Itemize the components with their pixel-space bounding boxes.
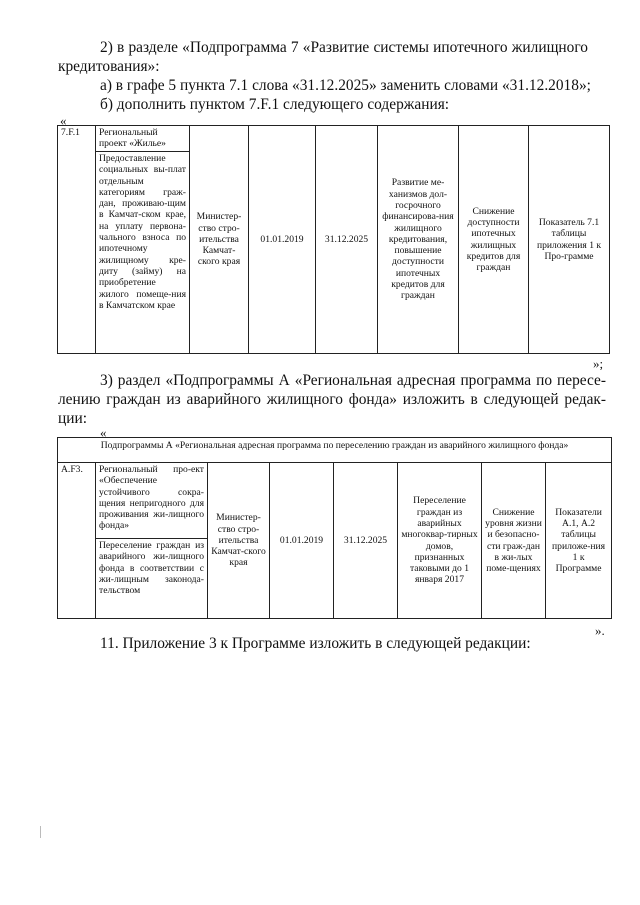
paragraph-3-line-1: 3) раздел «Подпрограммы А «Региональная адресная программа по пересе-: [100, 372, 606, 389]
paragraph-2-line-1: 2) в разделе «Подпрограмма 7 «Развитие системы ипотечного жилищного: [100, 39, 588, 56]
table-7f1-project: Региональный проект «Жилье»: [96, 126, 190, 152]
table-7f1-result: Развитие ме-ханизмов дол-госрочного финансирова-ния жилищного кредитования, повышение доступности ипотечных кредитов для граждан: [378, 126, 459, 354]
table-af3-indicator: Показатели А.1, А.2 таблицы приложе-ния 1 к Программе: [546, 463, 612, 619]
table-7f1-code: 7.F.1: [58, 126, 96, 354]
table-af3: [57, 437, 612, 619]
quote-open-1: «: [60, 113, 67, 128]
table-af3-consequence: Снижение уровня жизни и безопасно-сти граж-дан в жи-лых поме-щениях: [482, 463, 546, 619]
table-7f1-measure: Предоставление социальных вы-плат отдельным категориям граж-дан, проживаю-щим в Камчат-ском крае, на уплату первона-чального взноса по ипотечному жилищному кре-диту (займу) на приобретение жилого помеще-ния в Камчатском крае: [96, 152, 190, 354]
table-7f1-start-date: 01.01.2019: [249, 126, 316, 354]
table-af3-end-date: 31.12.2025: [334, 463, 398, 619]
table-af3-header: Подпрограммы А «Региональная адресная программа по переселению граждан из аварийного жилищного фонда»: [58, 438, 612, 463]
paragraph-2-line-2: кредитования»:: [58, 58, 160, 75]
paragraph-3-line-2: лению граждан из аварийного жилищного фонда» изложить в следующей редак-: [58, 391, 606, 408]
scan-mark-line: [40, 826, 41, 838]
table-7f1-indicator: Показатель 7.1 таблицы приложения 1 к Про-грамме: [529, 126, 610, 354]
table-7f1-end-date: 31.12.2025: [316, 126, 378, 354]
table-af3-result: Переселение граждан из аварийных многоквар-тирных домов, признанных таковыми до 1 января 2017: [398, 463, 482, 619]
table-7f1: [57, 125, 610, 354]
paragraph-3-line-3: ции:: [58, 410, 87, 427]
paragraph-2a: а) в графе 5 пункта 7.1 слова «31.12.2025» заменить словами «31.12.2018»;: [100, 77, 591, 94]
table-af3-project: Региональный про-ект «Обеспечение устойчивого сокра-щения непригодного для проживания жи-лищного фонда»: [96, 463, 208, 539]
table-af3-executor: Министер-ство стро-ительства Камчат-ского края: [208, 463, 270, 619]
paragraph-2b: б) дополнить пунктом 7.F.1 следующего содержания:: [100, 96, 450, 113]
table-af3-start-date: 01.01.2019: [270, 463, 334, 619]
table-af3-code: A.F3.: [58, 463, 96, 619]
quote-close-2: ».: [595, 623, 605, 638]
quote-close-1: »;: [593, 356, 604, 371]
quote-open-2: «: [100, 425, 107, 440]
table-7f1-consequence: Снижение доступности ипотечных жилищных кредитов для граждан: [459, 126, 529, 354]
table-af3-measure: Переселение граждан из аварийного жи-лищного фонда в соответствии с жи-лищным законода-тельством: [96, 539, 208, 619]
paragraph-11: 11. Приложение 3 к Программе изложить в следующей редакции:: [100, 635, 531, 652]
table-7f1-executor: Министер-ство стро-ительства Камчат-ского края: [190, 126, 249, 354]
